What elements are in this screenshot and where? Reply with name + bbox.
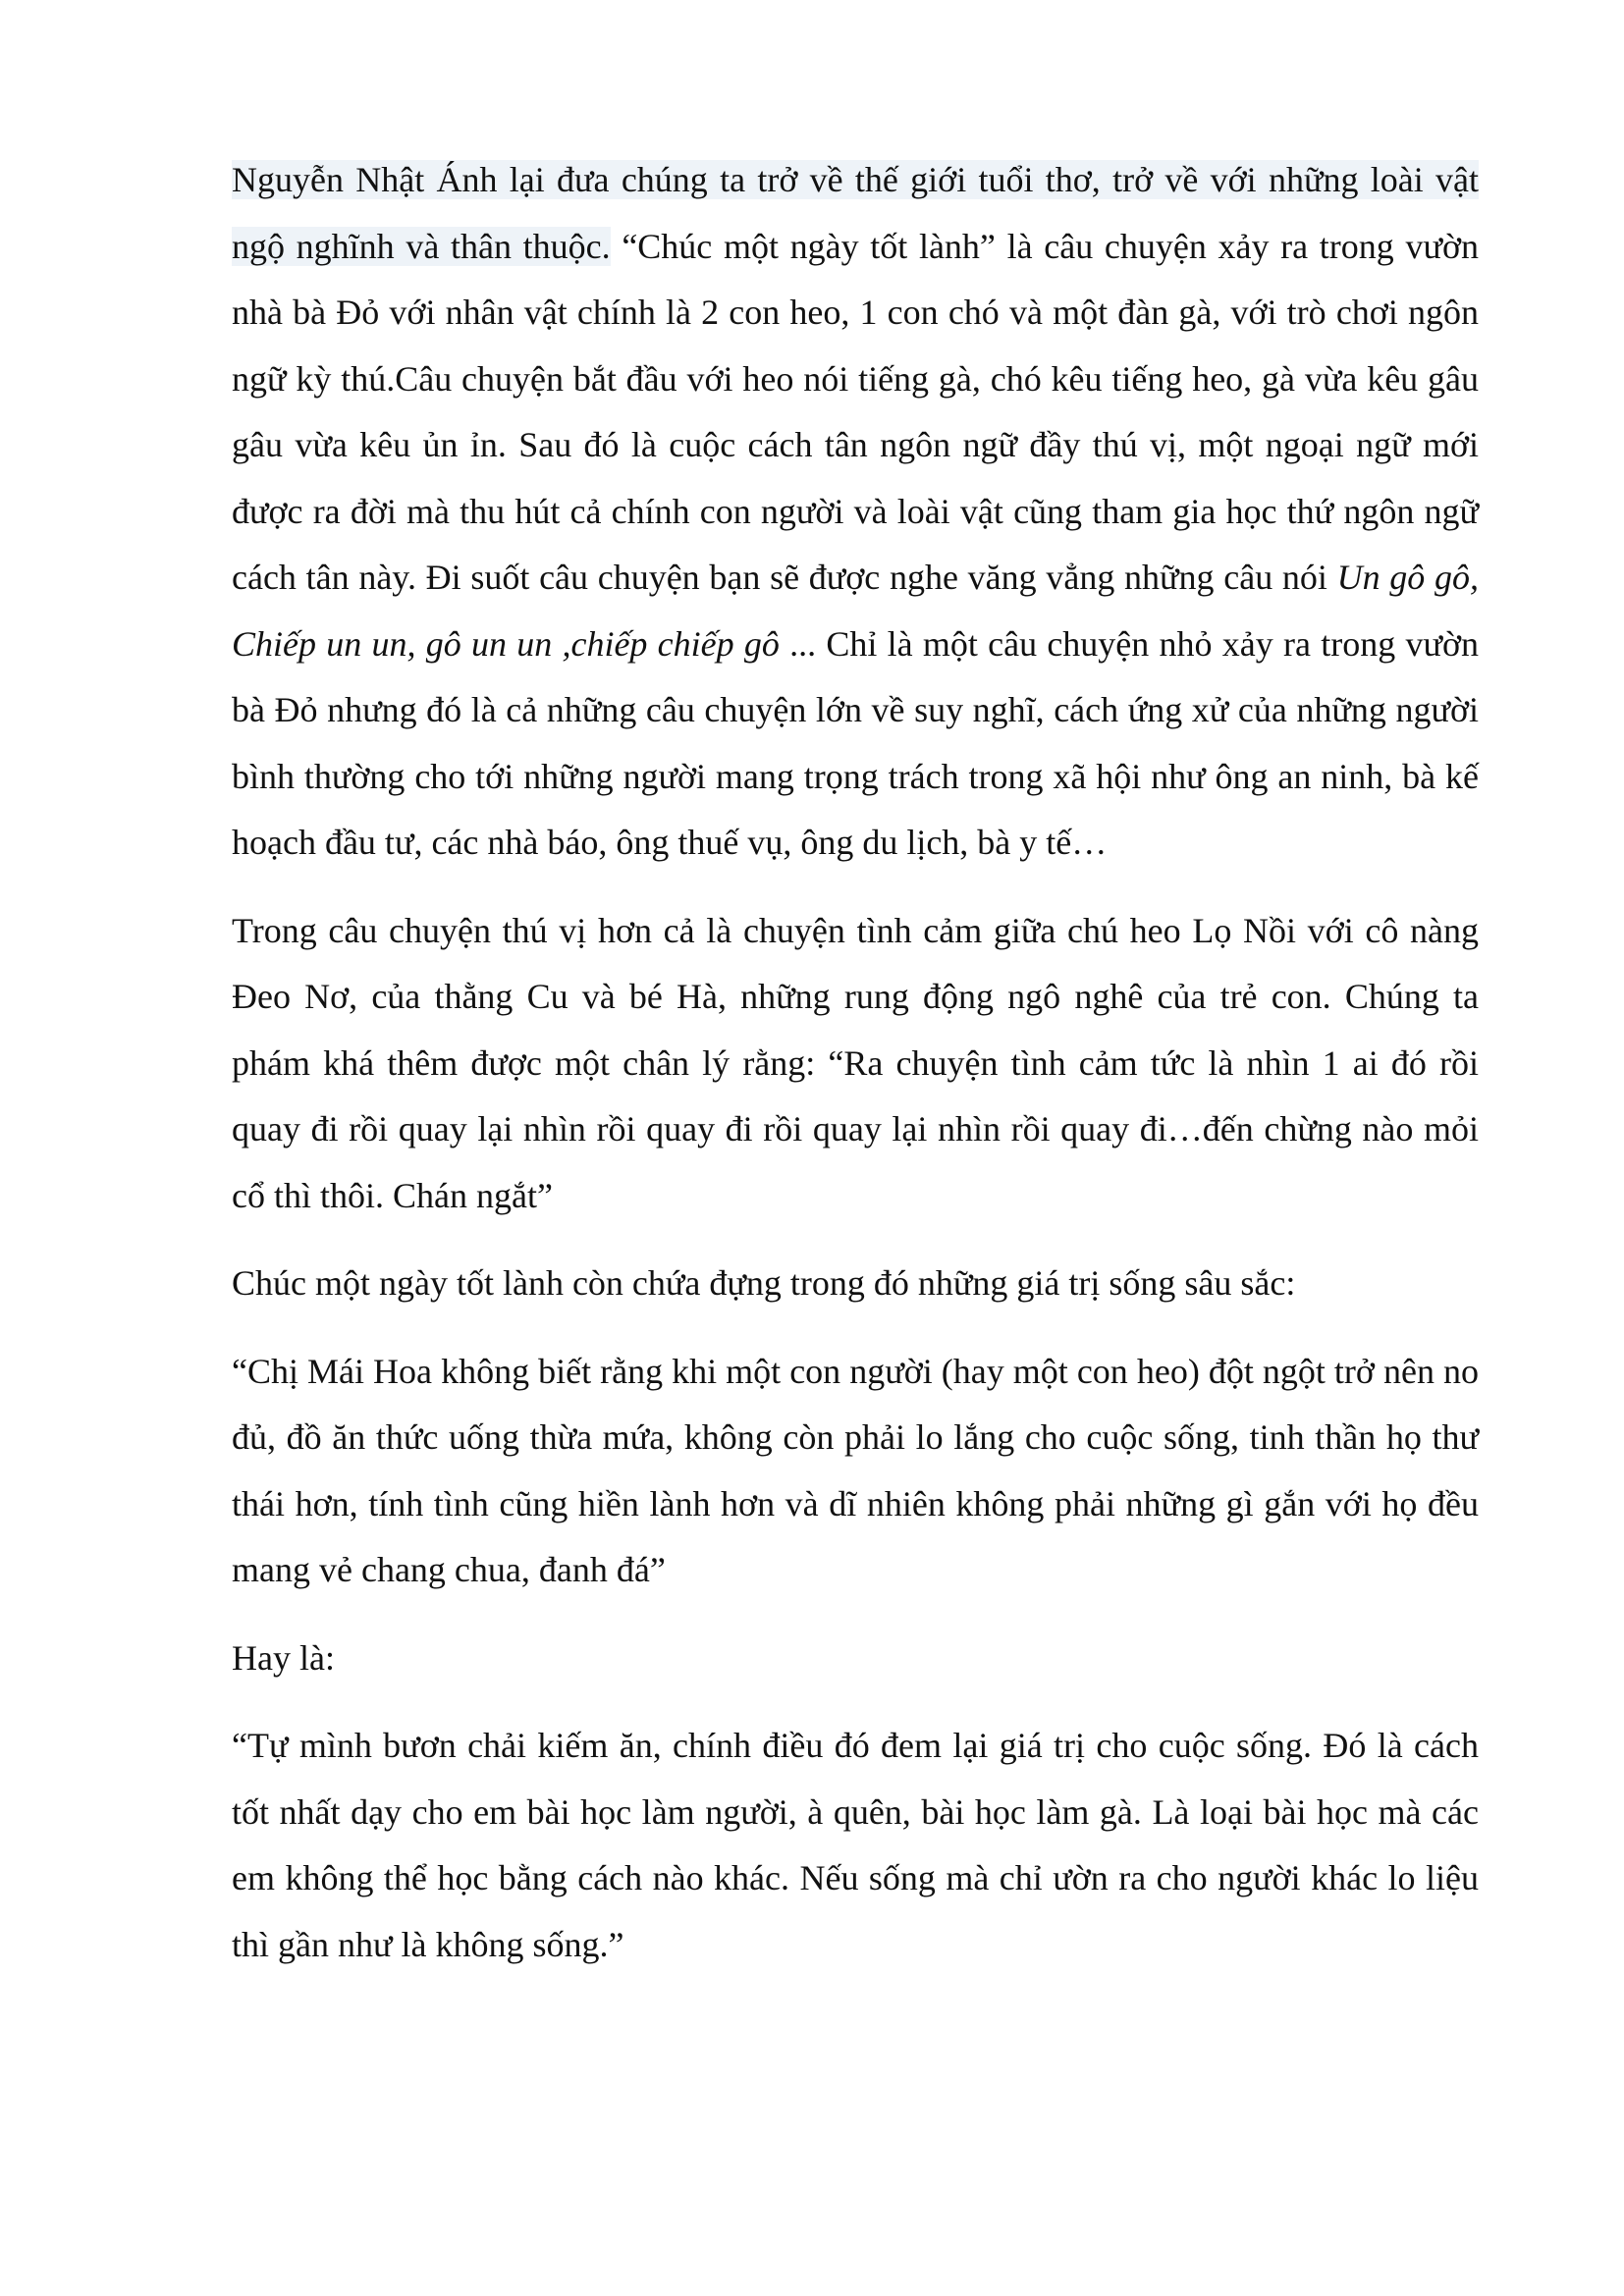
paragraph-intro [232,147,1479,877]
paragraph-values-intro: Chúc một ngày tốt lành còn chứa đựng trong đó những giá trị sống sâu sắc: [232,1263,1296,1303]
paragraph-quote-mai-hoa: “Chị Mái Hoa không biết rằng khi một con người (hay một con heo) đột ngột trở nên no đủ, đồ ăn thức uống thừa mứa, không còn phải lo lắng cho cuộc sống, tinh thần họ thư thái hơn, tính tình cũng hiền lành hơn và dĩ nhiên không phải những gì gắn với họ đều mang vẻ chang chua, đanh đá” [232,1351,1479,1589]
document-body [232,147,1479,2000]
paragraph-quote-self-reliance: “Tự mình bươn chải kiếm ăn, chính điều đó đem lại giá trị cho cuộc sống. Đó là cách tốt nhất dạy cho em bài học làm người, à quên, bài học làm gà. Là loại bài học mà các em không thể học bằng cách nào khác. Nếu sống mà chỉ ườn ra cho người khác lo liệu thì gần như là không sống.” [232,1726,1479,1964]
paragraph-or: Hay là: [232,1637,335,1678]
intro-body-text: “Chúc một ngày tốt lành” là câu chuyện xảy ra trong vườn nhà bà Đỏ với nhân vật chính là 2 con heo, 1 con chó và một đàn gà, với trò chơi ngôn ngữ kỳ thú.Câu chuyện bắt đầu với heo nói tiếng gà, chó kêu tiếng heo, gà vừa kêu gâu gâu vừa kêu ủn ỉn. Sau đó là cuộc cách tân ngôn ngữ đầy thú vị, một ngoại ngữ mới được ra đời mà thu hút cả chính con người và loài vật cũng tham gia học thứ ngôn ngữ cách tân này. Đi suốt câu chuyện bạn sẽ được nghe văng vẳng những câu nói [232,226,1479,597]
italic-language-phrase: Un gô gô, Chiếp un un, gô un un ,chiếp chiếp gô [232,558,1479,664]
intro-body-continued: ... Chỉ là một câu chuyện nhỏ xảy ra trong vườn bà Đỏ nhưng đó là cả những câu chuyện lớn về suy nghĩ, cách ứng xử của những người bình thường cho tới những người mang trọng trách trong xã hội như ông an ninh, bà kế hoạch đầu tư, các nhà báo, ông thuế vụ, ông du lịch, bà y tế… [232,623,1479,862]
highlighted-intro-text: Nguyễn Nhật Ánh lại đưa chúng ta trở về thế giới tuổi thơ, trở về với những loài vật ngộ nghĩnh và thân thuộc. [232,160,1479,266]
paragraph-love-story: Trong câu chuyện thú vị hơn cả là chuyện tình cảm giữa chú heo Lọ Nồi với cô nàng Đeo Nơ, của thằng Cu và bé Hà, những rung động ngô nghê của trẻ con. Chúng ta phám khá thêm được một chân lý rằng: “Ra chuyện tình cảm tức là nhìn 1 ai đó rồi quay đi rồi quay lại nhìn rồi quay đi rồi quay lại nhìn rồi quay đi…đến chừng nào mỏi cổ thì thôi. Chán ngắt” [232,910,1479,1215]
